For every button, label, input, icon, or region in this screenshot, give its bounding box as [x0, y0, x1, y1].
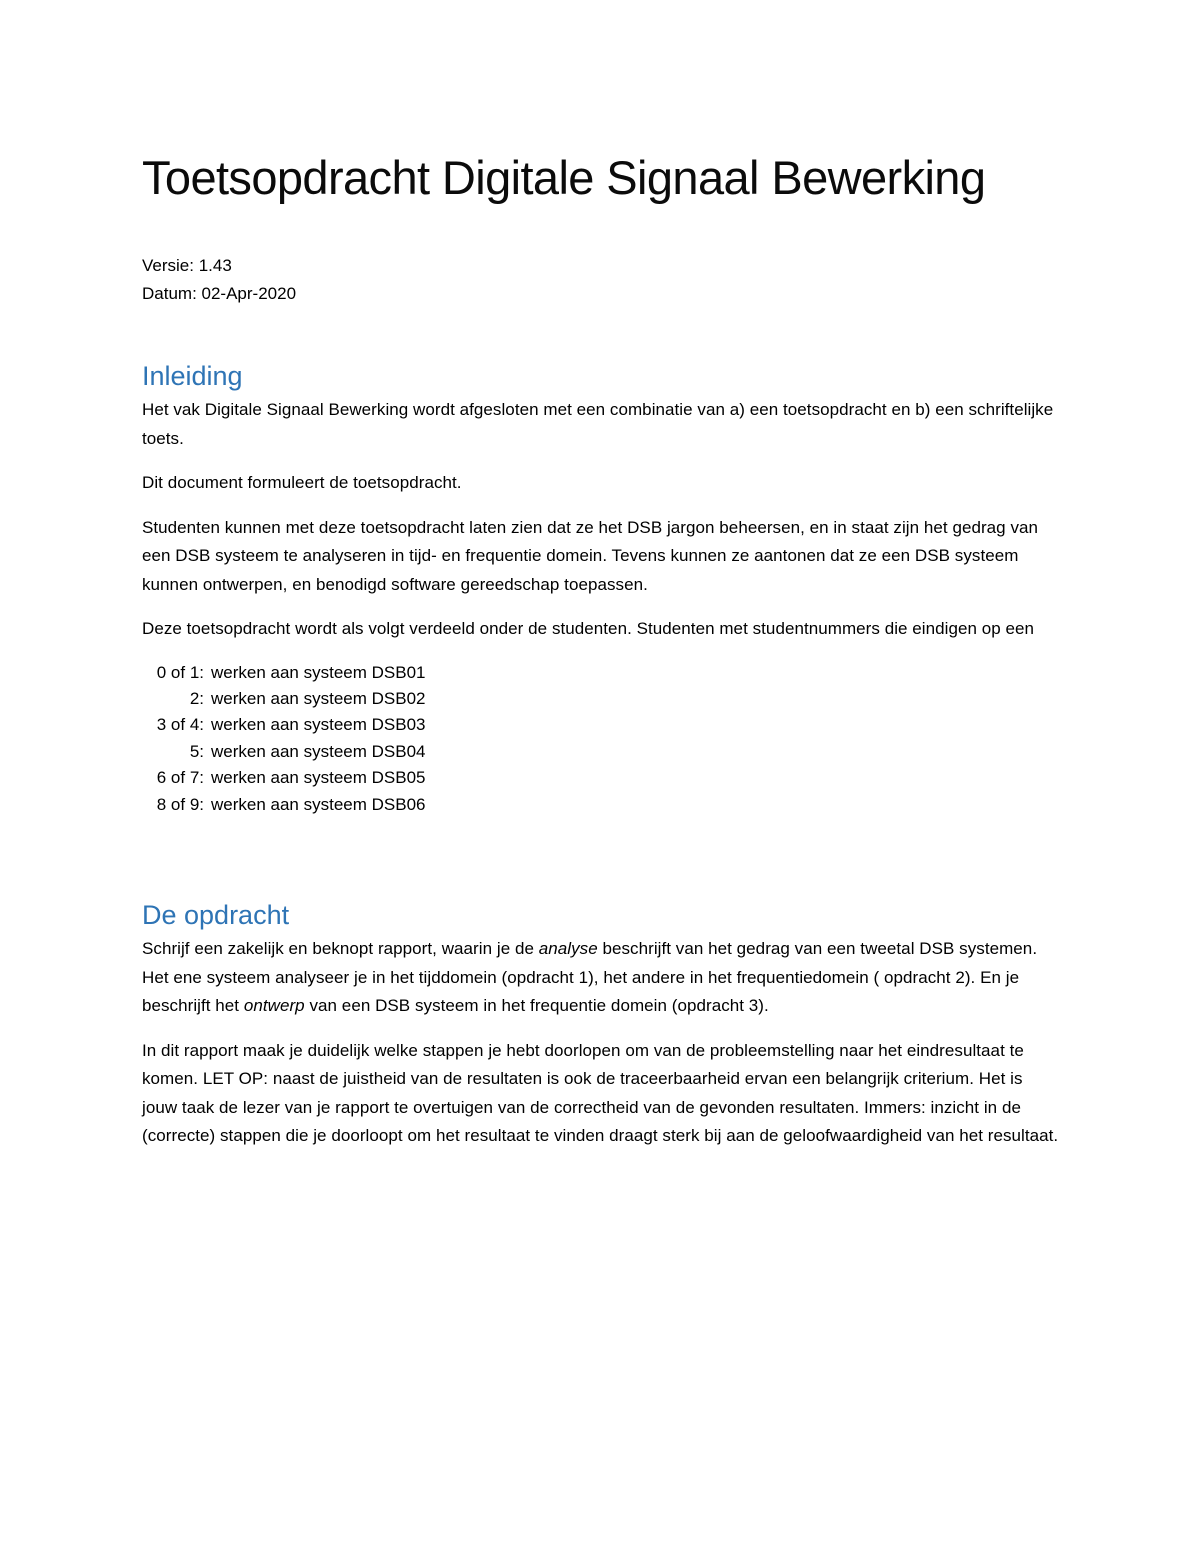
task-paragraph-2: In dit rapport maak je duidelijk welke stappen je hebt doorlopen om van de probleemstelling naar het eindresultaat te komen. LET OP: naast de juistheid van de resultaten is ook de traceerbaarheid ervan een belangrijk criterium. Het is jouw taak de lezer van je rapport te overtuigen van de correctheid van de gevonden resultaten. Immers: inzicht in de (correcte) stappen die je doorloopt om het resultaat te vinden draagt sterk bij aan de geloofwaardigheid van het resultaat. — [142, 1040, 1059, 1145]
intro-paragraph-4: Deze toetsopdracht wordt als volgt verdeeld onder de studenten. Studenten met studentnummers die eindigen op een — [142, 619, 1035, 638]
task-text: van een DSB systeem in het frequentie domein (opdracht 3). — [304, 996, 769, 1015]
intro-paragraph-1: Het vak Digitale Signaal Bewerking wordt afgesloten met een combinatie van a) een toetsopdracht en b) een schriftelijke toets. — [142, 400, 1054, 448]
version-line: Versie: 1.43 — [142, 256, 232, 275]
assignment-system: werken aan systeem DSB03 — [211, 715, 426, 735]
date-line: Datum: 02-Apr-2020 — [142, 284, 297, 303]
assignment-digits: 2: — [189, 688, 204, 708]
assignment-item — [142, 712, 1062, 738]
section-inleiding — [142, 358, 1062, 818]
assignment-digits: 3 of 4: — [156, 715, 204, 735]
section-de-opdracht — [142, 897, 1062, 1167]
task-text: beschrijft van het gedrag van een tweetal DSB systemen. Het ene systeem analyseer je in het tijddomein (opdracht 1), het andere in het frequentiedomein ( opdracht 2). En je beschrijft het — [142, 939, 1038, 1015]
assignment-system: werken aan systeem DSB04 — [211, 741, 426, 761]
emphasis-ontwerp: ontwerp — [243, 996, 305, 1015]
emphasis-analyse: analyse — [538, 939, 598, 958]
heading-de-opdracht: De opdracht — [142, 900, 290, 930]
intro-paragraph-3: Studenten kunnen met deze toetsopdracht laten zien dat ze het DSB jargon beheersen, en in staat zijn het gedrag van een DSB systeem te analyseren in tijd- en frequentie domein. Tevens kunnen ze aantonen dat ze een DSB systeem kunnen ontwerpen, en benodigd software gereedschap toepassen. — [142, 517, 1039, 594]
assignment-list — [142, 660, 1062, 818]
assignment-digits: 6 of 7: — [156, 768, 204, 788]
assignment-item — [142, 739, 1062, 765]
intro-paragraph-2: Dit document formuleert de toetsopdracht. — [142, 473, 462, 492]
document-meta — [142, 252, 296, 308]
assignment-digits: 5: — [189, 741, 204, 761]
assignment-digits: 8 of 9: — [156, 794, 204, 814]
assignment-system: werken aan systeem DSB05 — [211, 768, 426, 788]
assignment-item — [142, 660, 1062, 686]
assignment-item — [142, 765, 1062, 791]
assignment-item — [142, 686, 1062, 712]
heading-inleiding: Inleiding — [142, 361, 243, 391]
document-title: Toetsopdracht Digitale Signaal Bewerking — [142, 151, 986, 204]
assignment-digits: 0 of 1: — [156, 662, 204, 682]
task-paragraph-1 — [142, 935, 1062, 1021]
assignment-system: werken aan systeem DSB02 — [211, 688, 426, 708]
assignment-system: werken aan systeem DSB01 — [211, 662, 426, 682]
task-text: Schrijf een zakelijk en beknopt rapport, waarin je de — [142, 939, 539, 958]
assignment-item — [142, 792, 1062, 818]
assignment-system: werken aan systeem DSB06 — [211, 794, 426, 814]
